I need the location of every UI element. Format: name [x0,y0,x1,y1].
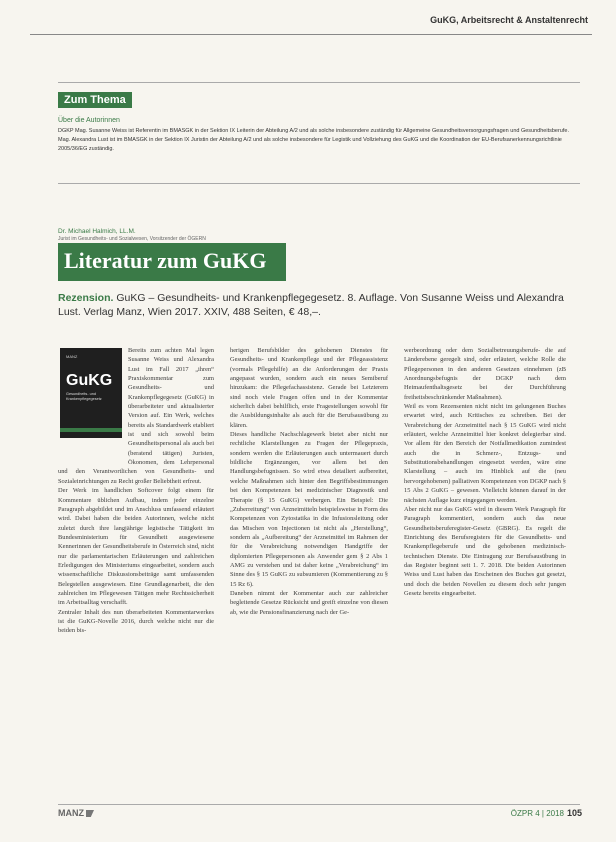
review-label: Rezension. [58,292,114,304]
footer-rule [58,804,580,805]
body-paragraph: Zentraler Inhalt des nun überarbeiteten Kommentarwerkes ist die GuKG-Novelle 2016, durch welche nicht nur die beiden bis- [58,608,214,635]
cover-wrap-space [58,346,128,466]
journal-issue: ÖZPR 4 | 2018 [510,809,564,818]
publisher-logo [58,808,94,818]
body-paragraph: Daneben nimmt der Kommentar auch zur zahlreicher begleitende Gesetze Rücksicht und greift einzelne von diesen ab, wie die Pensionsfinanzierung nach der Ge- [230,589,388,616]
page-number: 105 [566,808,582,818]
review-text: GuKG – Gesundheits- und Krankenpflegegesetz. 8. Auflage. Von Susanne Weiss und Alexandra Lust. Verlag Manz, Wien 2017. XXIV, 488 Seiten, € 48,–. [58,292,564,319]
article-title: Literatur zum GuKG [64,248,267,273]
header-rule [30,34,592,35]
zum-thema-paragraph: Mag. Alexandra Lust ist im BMASGK in der Sektion IX Juristin der Abteilung A/2 und als solche insbesondere für Legistik und Vollziehung des GuKG und die Koordination der EU-Berufsanerkennungsrichtlinie 2005/36/EG zuständig. [58,137,562,152]
body-column-2 [230,346,388,842]
body-column-3 [404,346,566,842]
body-paragraph: Aber nicht nur das GuKG wird in diesem Werk Paragraph für Paragraph kommentiert, sondern auch das neue Gesundheitsberuferegister-Gesetz (GBRG). Es regelt die Einrichtung des Berufsregisters für die Gesundheits- und Krankenpflegeberufe und die gehobenen medizinisch-technischen Dienste. Die Eintragung zur Berufsausübung in das Register beginnt seit 1. 7. 2018. Die beiden Autorinnen Weiss und Lust haben das Erscheinen des Buches gut gesetzt, und doch die beiden Novellen zu diesem doch sehr jungen Gesetz bereits eingearbeitet. [404,505,566,597]
body-paragraph: Der Werk im handlichen Softcover folgt einem für Kommentare üblichen Aufbau, indem jeder einzelne Paragraph abgebildet und im Anschluss umfassend erläutert wird. Dabei haben die beiden Autorinnen, welche nicht zuletzt durch ihre langjährige legistische Tätigkeit im Bundesministerium für Gesundheit ausgewiesene Kennerinnen der Gesundheitsberufe in Österreich sind, nicht nur die parlamentarischen Erläuterungen und zahlreichen Erledigungen des Ministeriums eingearbeitet, sondern auch wissenschaftliche Diskussionsbeiträge samt umfassenden Belegstellen ausgewiesen. Eine Grundlagenarbeit, die den zahlreichen im Pflegewesen Tätigen mehr Rechtssicherheit im Arbeitsalltag verschafft. [58,487,214,607]
body-paragraph: Weil es vom Rezensenten nicht nicht im gelungenen Buches erwartet wird, auch Kritisches zu schreiben. Bei der Verabreichung der Arzneimittel nach § 15 GuKG wird nicht erläutert, welche Arzneimittel hier konkret delegierbar sind. Vor allem für den Bereich der Notfallmedikation zumindest auch die in Schmerz-, Entzugs- und Substitutionsbehandlungen eingesetzt werden, wäre eine Klarstellung – auch im Hinblick auf die (neu hervorgehobenen) palliativen Kompetenzen von DGKP nach § 15 Abs 2 GuKG – gewesen. Vielleicht können darauf in der nächsten Auflage kurz eingegangen werden. [404,403,566,504]
zum-thema-paragraph: DGKP Mag. Susanne Weiss ist Referentin im BMASGK in der Sektion IX Leiterin der Abteilung A/2 und als solche insbesondere zuständig für Allgemeine Gesundheitsversorgungsfragen und Gesundheitsberufe. [58,128,569,134]
author-name: Dr. Michael Halmich, LL.M. [58,228,136,235]
body-paragraph: herigen Berufsbilder des gehobenen Dienstes für Gesundheits- und Krankenpflege und der Pflegeassistenz (vormals Pflegehilfe) an die Anforderungen der Praxis angepasst wurden, sondern auch ein neues Semiberuf hinzukam: die Pflegefachassistenz. Gerade bei Letzterem sind noch viele Fragen offen und in der Kommentar sicherlich dabei behilflich, erste Fragestellungen sowohl für die Ausbildungsinhalte als auch für die Berufsausübung zu klären. [230,347,388,429]
author-description: Jurist im Gesundheits- und Sozialwesen, Vorsitzender der ÖGERN [58,236,206,242]
body-paragraph: werbeordnung oder dem Sozialbetreuungsberufe- die auf Länderebene geregelt sind, oder erläutert, welche Rolle die Pflegepersonen in den anderen Gesetzen einnehmen (zB Anordnungsbefugnis der DGKP nach dem Heimaufenthaltsgesetz bei der Durchführung freiheitsbeschränkender Maßnahmen). [404,347,566,401]
publisher-name: MANZ [58,808,84,818]
body-paragraph: Dieses handliche Nachschlagewerk bietet aber nicht nur rechtliche Klarstellungen zu Fragen der Pflegepraxis, sondern werden die Erläuterungen auch untermauert durch bildliche Ergänzungen, vor allem bei den Handlungsbefugnissen. So wird etwa detailiert aufbereitet, welche Maßnahmen sich hinter den Begriffsbestimmungen bei den Kompetenzen bei medizinischer Diagnostik und Therapie (§ 15 GuKG) verbergen. Ein Beispiel: Die „Zuberreitung“ von Arzneimitteln beispielsweise in Form des Kompetenzen von Zytostatika in die Infusionsleitung oder das Mischen von Injectionen ist nicht als „Herstellung“, sondern als „Aufbereitung“ der Arzneimittel im Rahmen der für die Verabreichung notwendigen Handgriffe der diplomierten Pflegepersonen als Anwender gem § 2 Abs 1 AMG zu verstehen und ist daher keine „Verabreichung“ im Sinne des § 15 GuKG zu subsumieren (Kommentierung zu § 15 Rz 6). [230,431,388,588]
manz-logo-icon [86,810,94,817]
zum-thema-text [58,127,576,154]
zum-thema-subtitle: Über die Autorinnen [58,117,120,124]
cover-subtitle: Gesundheits- und Krankenpflegegesetz [66,392,102,401]
body-paragraph: Bereits zum achten Mal legen Susanne Weiss und Alexandra Lust im Fall 2017 „ihren“ Praxiskommentar zum Gesundheits- und Krankenpflegegesetz (GuKG) in überarbeiteter und aktualisierter Version auf. Ein Werk, welches bereits als Standardwerk etabliert ist und sich sowohl beim Gesundheitspersonal als auch bei (beratend tätigen) Juristen, Ökonomen, dem Lehrpersonal und den Verantwortlichen von Gesundheits- und Sozialeinrichtungen zu Recht großer Beliebtheit erfreut. [58,347,214,485]
cover-title: GuKG [66,372,113,389]
cover-publisher: MANZ [66,354,78,359]
body-column-1 [58,346,214,842]
review-heading [58,291,580,319]
running-head: GuKG, Arbeitsrecht & Anstaltenrecht [430,15,588,25]
zum-thema-label: Zum Thema [58,92,132,108]
